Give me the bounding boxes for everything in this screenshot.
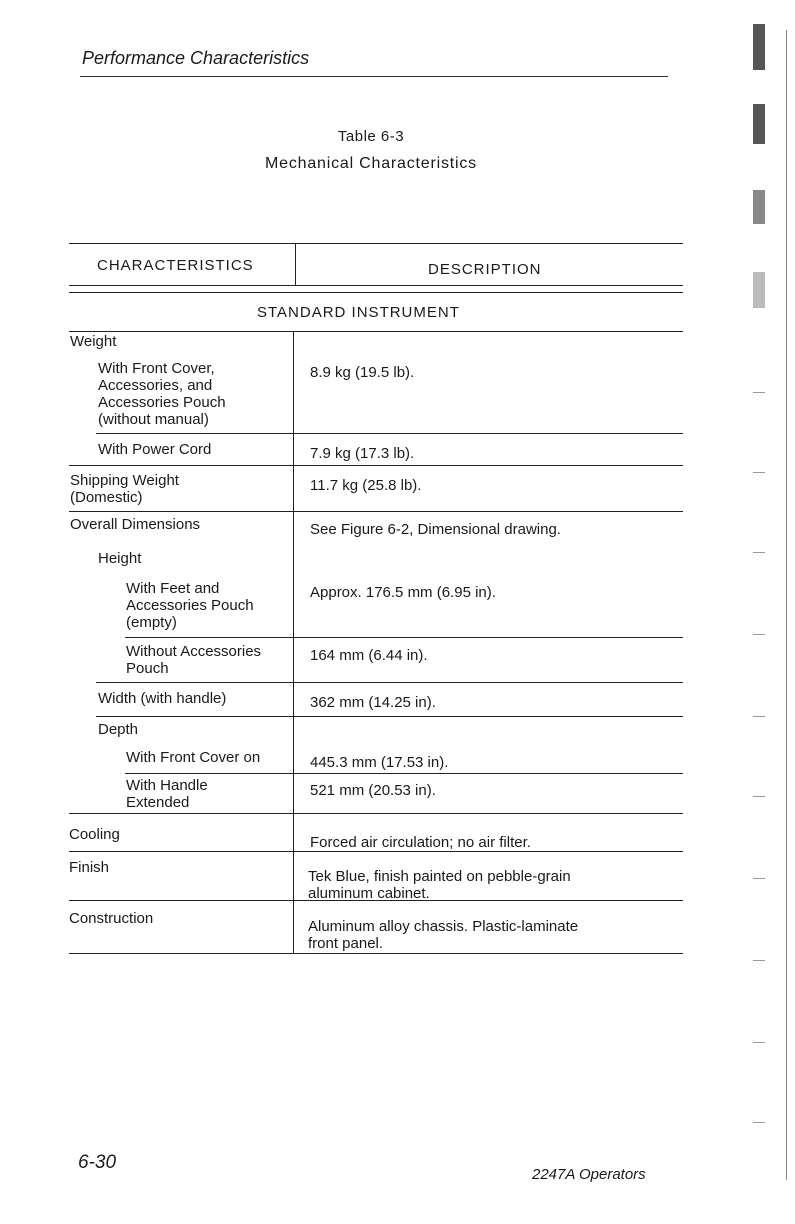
column-header-characteristics: CHARACTERISTICS [97, 257, 254, 274]
label-weight-front-cover: With Front Cover, Accessories, and Accessories Pouch (without manual) [98, 360, 226, 428]
thumb-tab-mark [753, 716, 765, 717]
section-rule [69, 331, 683, 332]
desc-width: 362 mm (14.25 in). [310, 694, 436, 711]
thumb-tab-mark [753, 1042, 765, 1043]
thumb-tab-mark [753, 634, 765, 635]
table-bottom-rule [69, 953, 683, 954]
desc-finish: Tek Blue, finish painted on pebble-grain aluminum cabinet. [308, 868, 571, 902]
row-rule [69, 813, 683, 814]
label-width: Width (with handle) [98, 690, 227, 707]
desc-weight-front-cover: 8.9 kg (19.5 lb). [310, 364, 415, 381]
label-finish: Finish [69, 859, 110, 876]
page-number: 6-30 [78, 1152, 117, 1173]
header-bottom-rule [69, 285, 683, 286]
thumb-tab-mark [753, 1122, 765, 1123]
desc-shipping-weight: 11.7 kg (25.8 lb). [310, 477, 422, 494]
row-rule [125, 637, 683, 638]
desc-weight-power-cord: 7.9 kg (17.3 lb). [310, 445, 415, 462]
label-weight-power-cord: With Power Cord [98, 441, 212, 458]
label-height-without: Without Accessories Pouch [126, 643, 262, 677]
label-construction: Construction [69, 910, 154, 927]
label-depth-handle: With Handle Extended [126, 777, 208, 811]
label-height: Height [98, 550, 142, 567]
thumb-tab [753, 190, 765, 224]
label-cooling: Cooling [69, 826, 120, 843]
desc-depth-handle: 521 mm (20.53 in). [310, 782, 436, 799]
row-rule [69, 851, 683, 852]
row-rule [96, 716, 683, 717]
row-rule [96, 682, 683, 683]
page-edge [786, 30, 787, 1180]
desc-cooling: Forced air circulation; no air filter. [310, 834, 531, 851]
thumb-index-tabs [753, 20, 767, 1200]
label-depth-front-cover: With Front Cover on [126, 749, 261, 766]
running-header: Performance Characteristics [82, 48, 310, 68]
label-height-feet: With Feet and Accessories Pouch (empty) [126, 580, 254, 631]
header-column-divider [295, 243, 296, 286]
thumb-tab-mark [753, 552, 765, 553]
label-overall-dimensions: Overall Dimensions [70, 516, 201, 533]
document-title-footer: 2247A Operators [532, 1166, 646, 1183]
thumb-tab [753, 24, 765, 70]
thumb-tab-mark [753, 472, 765, 473]
column-header-description: DESCRIPTION [428, 261, 542, 278]
table-number: Table 6-3 [337, 128, 405, 145]
label-weight: Weight [70, 333, 117, 350]
section-heading: STANDARD INSTRUMENT [257, 304, 460, 321]
desc-overall-dimensions: See Figure 6-2, Dimensional drawing. [310, 521, 561, 538]
column-divider [293, 331, 294, 953]
label-depth: Depth [98, 721, 139, 738]
thumb-tab [753, 104, 765, 144]
thumb-tab-mark [753, 878, 765, 879]
row-rule [69, 465, 683, 466]
row-rule [125, 773, 683, 774]
row-rule [96, 433, 683, 434]
header-rule [80, 76, 668, 77]
desc-construction: Aluminum alloy chassis. Plastic-laminate front panel. [308, 918, 579, 952]
thumb-tab [753, 272, 765, 308]
thumb-tab-mark [753, 796, 765, 797]
table-title: Mechanical Characteristics [265, 155, 477, 172]
header-double-rule [69, 292, 683, 293]
row-rule [69, 511, 683, 512]
thumb-tab-mark [753, 392, 765, 393]
label-shipping-weight: Shipping Weight (Domestic) [70, 472, 179, 506]
table-top-rule [69, 243, 683, 244]
desc-height-feet: Approx. 176.5 mm (6.95 in). [310, 584, 496, 601]
desc-depth-front-cover: 445.3 mm (17.53 in). [310, 754, 449, 771]
thumb-tab-mark [753, 960, 765, 961]
desc-height-without: 164 mm (6.44 in). [310, 647, 428, 664]
